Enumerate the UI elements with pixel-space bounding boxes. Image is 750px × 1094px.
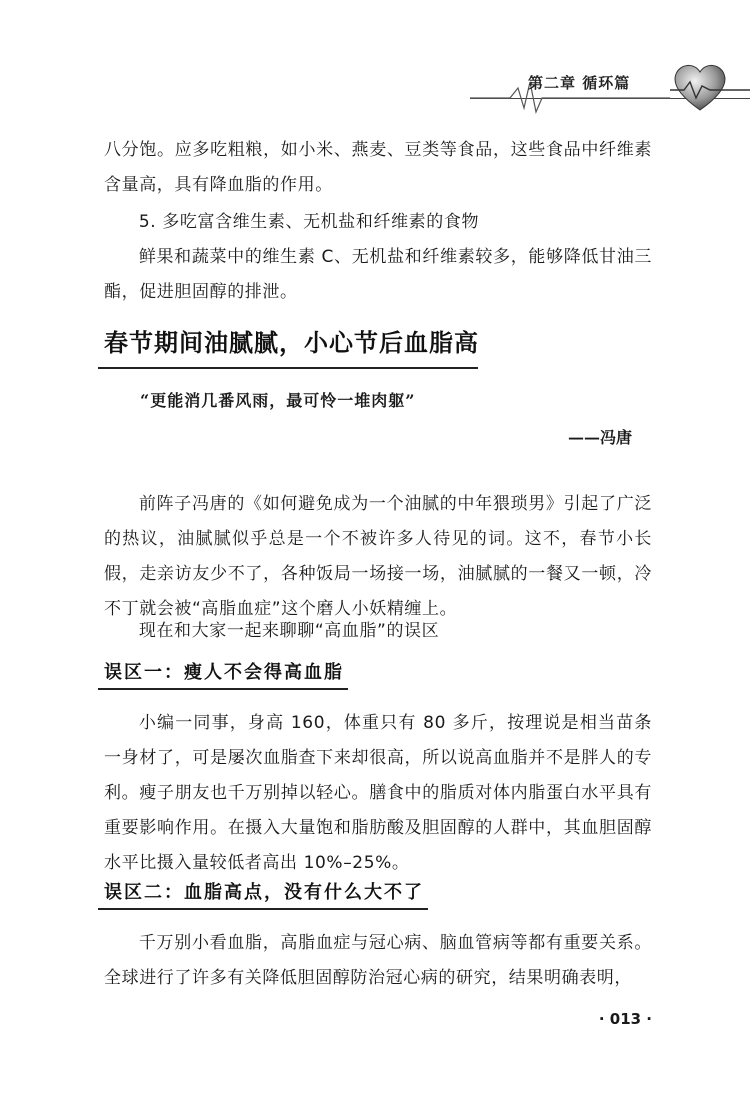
chapter-title: 第二章 循环篇 bbox=[528, 74, 631, 92]
heart-icon bbox=[670, 60, 750, 115]
subsection-title: 误区二：血脂高点，没有什么大不了 bbox=[104, 882, 424, 903]
paragraph: 千万别小看血脂，高脂血症与冠心病、脑血管病等都有重要关系。全球进行了许多有关降低胆固醇防治冠心病的研究，结果明确表明， bbox=[104, 933, 652, 988]
paragraph: 小编一同事，身高 160，体重只有 80 多斤，按理说是相当苗条一身材了，可是屡次血脂查下来却很高，所以说高血脂并不是胖人的专利。瘦子朋友也千万别掉以轻心。膳食中的脂质对体内脂蛋白水平具有重要影响作用。在摄入大量饱和脂肪酸及胆固醇的人群中，其血胆固醇水平比摄入量较低者高出 10%–25%。 bbox=[104, 713, 652, 873]
section-title-underline bbox=[98, 367, 478, 369]
paragraph: 八分饱。应多吃粗粮，如小米、燕麦、豆类等食品，这些食品中纤维素含量高，具有降血脂的作用。 bbox=[104, 140, 652, 195]
subsection-title: 误区一：瘦人不会得高血脂 bbox=[104, 662, 344, 683]
subsection-underline bbox=[98, 908, 428, 910]
paragraph: 现在和大家一起来聊聊“高血脂”的误区 bbox=[138, 621, 440, 641]
paragraph: 鲜果和蔬菜中的维生素 C、无机盐和纤维素较多，能够降低甘油三酯，促进胆固醇的排泄。 bbox=[104, 247, 652, 302]
paragraph: 前阵子冯唐的《如何避免成为一个油腻的中年猥琐男》引起了广泛的热议，油腻腻似乎总是一个不被许多人待见的词。这不，春节小长假，走亲访友少不了，各种饭局一场接一场，油腻腻的一餐又一顿，冷不丁就会被“高脂血症”这个磨人小妖精缠上。 bbox=[104, 494, 652, 619]
section-title: 春节期间油腻腻，小心节后血脂高 bbox=[104, 329, 479, 357]
page-number: · 013 · bbox=[598, 1010, 652, 1028]
list-item-title: 5. 多吃富含维生素、无机盐和纤维素的食物 bbox=[138, 212, 480, 232]
epigraph-author: ——冯唐 bbox=[567, 428, 632, 447]
epigraph-quote: “更能消几番风雨，最可怜一堆肉躯” bbox=[140, 391, 416, 410]
running-header bbox=[0, 60, 750, 120]
subsection-underline bbox=[98, 688, 348, 690]
